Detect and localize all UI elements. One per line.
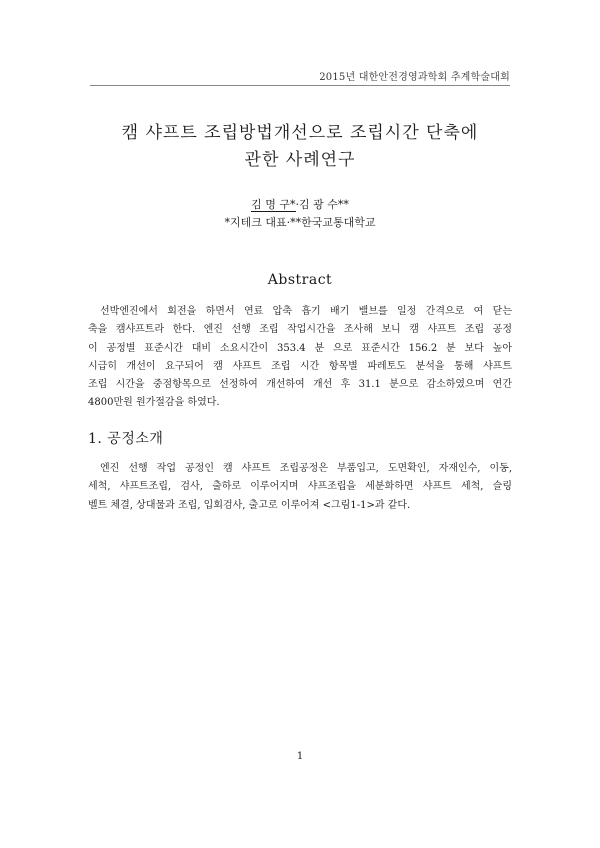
paper-title [90, 120, 510, 174]
author-name-1: 김 명 구* [251, 198, 296, 211]
section-line: 세척, 샤프트조립, 검사, 출하로 이루어지며 샤프조립을 세분화하면 샤프트 세척, 슬링 [88, 481, 512, 493]
abstract-line: 이 공정별 표준시간 대비 소요시간이 353.4 분 으로 표준시간 156.2 분 보다 높아 [88, 342, 512, 354]
title-line-1: 캠 샤프트 조립방법개선으로 조립시간 단축에 [121, 123, 479, 143]
author-affiliations: *지테크 대표·**한국교통대학교 [224, 216, 376, 229]
author-names [90, 196, 510, 214]
abstract-body [88, 303, 512, 413]
abstract-line: 4800만원 원가절감을 하였다. [88, 397, 220, 409]
section-line: 엔진 선행 작업 공정인 캠 샤프트 조립공정은 부품입고, 도면확인, 자재인수, 이동, [100, 463, 512, 474]
header-rule [90, 85, 510, 86]
abstract-line: 시급히 개선이 요구되어 캠 샤프트 조립 시간 항목별 파레토도 분석을 통해 샤프트 [88, 360, 512, 372]
section-body [88, 460, 512, 515]
author-block [90, 196, 510, 232]
section-line: 벨트 체결, 상대물과 조립, 입회검사, 출고로 이루어져 <그림1-1>과 같다. [88, 499, 411, 511]
section-heading: 1. 공정소개 [88, 431, 164, 447]
abstract-line: 축을 캠샤프트라 한다. 엔진 선행 조립 작업시간을 조사해 보니 캠 샤프트 조립 공정 [88, 324, 512, 336]
running-header: 2015년 대한안전경영과학회 추계학술대회 [319, 72, 510, 83]
page-number: 1 [296, 751, 304, 762]
abstract-line: 선박엔진에서 회전을 하면서 연료 압축 흡기 배기 밸브를 일정 간격으로 여 닫는 [100, 306, 512, 317]
title-line-2: 관한 사례연구 [244, 150, 356, 170]
abstract-line: 조립 시간을 중점항목으로 선정하여 개선하여 개선 후 31.1 분으로 감소하였으며 연간 [88, 379, 512, 391]
abstract-heading: Abstract [267, 272, 333, 288]
author-name-2: ·김 광 수** [295, 198, 349, 211]
